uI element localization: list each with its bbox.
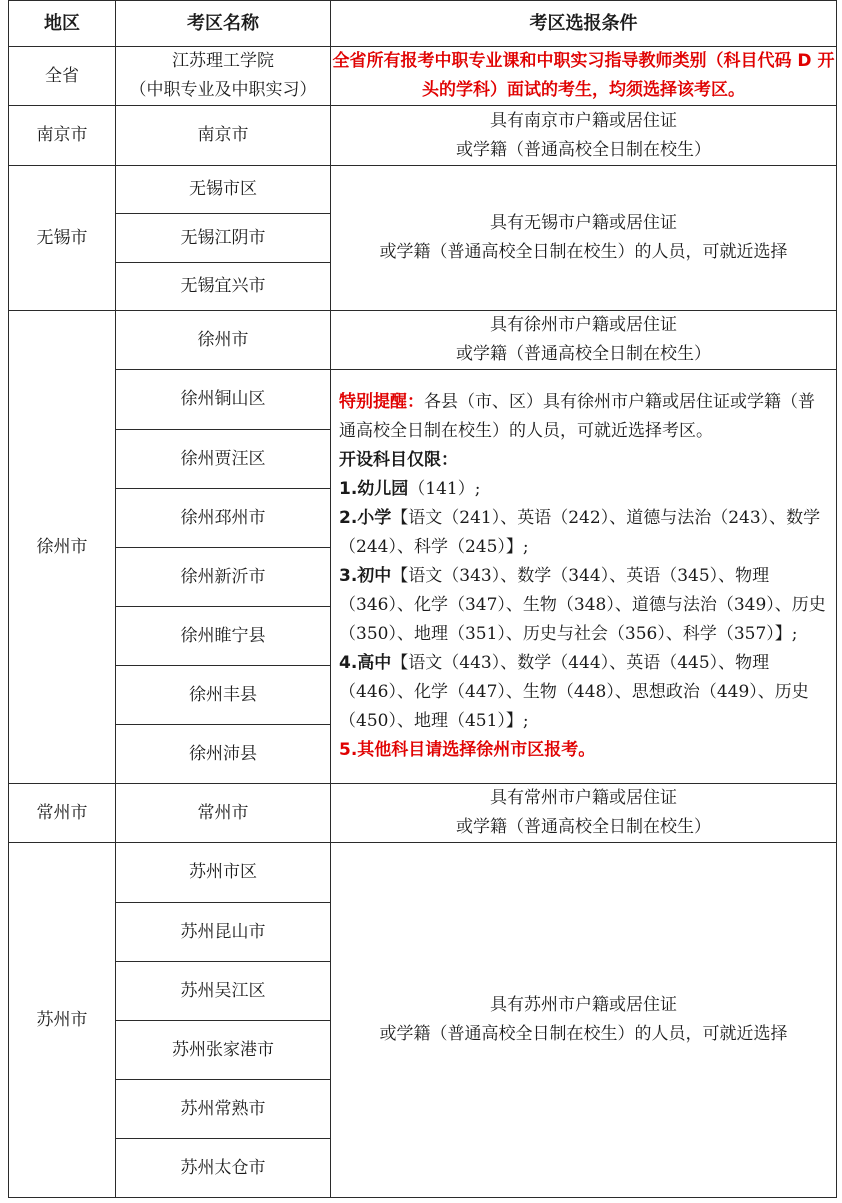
site-cell: 徐州睢宁县 [116,607,331,666]
region-cell: 苏州市 [9,843,116,1198]
site-cell [116,47,331,106]
notice-item-4 [339,649,830,736]
region-cell: 全省 [9,47,116,106]
notice-item-text: 【语文（443）、数学（444）、英语（445）、物理（446）、化学（447）、生物（448）、思想政治（449）、历史（450）、地理（451）】; [339,653,809,731]
site-cell: 苏州市区 [116,843,331,903]
condition-cell [331,106,837,166]
site-cell: 苏州昆山市 [116,903,331,962]
condition-line1: 具有苏州市户籍或居住证 [490,995,677,1015]
notice-item-label: 3.初中 [339,566,392,586]
site-cell: 常州市 [116,784,331,843]
condition-cell [331,166,837,311]
site-name-line2: （中职专业及中职实习） [129,80,317,100]
condition-line1: 具有常州市户籍或居住证 [490,788,677,808]
condition-cell-province: 全省所有报考中职专业课和中职实习指导教师类别（科目代码 D 开头的学科）面试的考生，均须选择该考区。 [331,47,837,106]
notice-item-1 [339,475,830,504]
site-name-line1: 江苏理工学院 [172,51,274,71]
region-cell: 南京市 [9,106,116,166]
site-cell: 徐州新沂市 [116,548,331,607]
condition-cell [331,843,837,1198]
condition-line2: 或学籍（普通高校全日制在校生） [456,344,711,364]
condition-line2: 或学籍（普通高校全日制在校生） [456,139,711,160]
notice-item-2 [339,504,830,562]
notice-item-3 [339,562,830,649]
notice-item-label: 1.幼儿园 [339,479,409,499]
table-header-row [9,1,837,47]
site-cell: 无锡江阴市 [116,214,331,263]
site-cell: 苏州吴江区 [116,962,331,1021]
condition-cell [331,784,837,843]
condition-line1: 具有无锡市户籍或居住证 [490,213,677,233]
condition-cell [331,311,837,370]
exam-site-table [8,0,837,1198]
site-cell: 徐州邳州市 [116,489,331,548]
site-cell: 徐州铜山区 [116,370,331,430]
notice-subjects-label: 开设科目仅限： [339,450,458,470]
table-row-xuzhou-county [9,370,837,430]
site-cell: 苏州常熟市 [116,1080,331,1139]
table-row-suzhou-1 [9,843,837,903]
region-cell: 常州市 [9,784,116,843]
site-cell: 徐州贾汪区 [116,430,331,489]
site-cell: 徐州沛县 [116,725,331,784]
site-cell: 无锡市区 [116,166,331,214]
header-condition: 考区选报条件 [331,1,837,47]
site-cell: 徐州市 [116,311,331,370]
notice-reminder [339,388,830,446]
table-row-province [9,47,837,106]
site-cell: 无锡宜兴市 [116,263,331,311]
condition-line1: 具有南京市户籍或居住证 [490,110,677,131]
site-cell: 南京市 [116,106,331,166]
condition-line2: 或学籍（普通高校全日制在校生）的人员，可就近选择 [379,1024,788,1044]
region-cell: 徐州市 [9,311,116,784]
xuzhou-notice-cell [331,370,837,784]
table-row-wuxi-1 [9,166,837,214]
table-row-nanjing [9,106,837,166]
header-region: 地区 [9,1,116,47]
table-row-xuzhou-main [9,311,837,370]
condition-line2: 或学籍（普通高校全日制在校生）的人员，可就近选择 [379,242,788,262]
site-cell: 苏州太仓市 [116,1139,331,1198]
header-site-name: 考区名称 [116,1,331,47]
notice-item-text: （141）; [408,479,481,499]
notice-item-label: 2.小学 [339,508,392,528]
notice-reminder-text: 各县（市、区）具有徐州市户籍或居住证或学籍（普通高校全日制在校生）的人员，可就近选择考区。 [339,392,815,441]
table-row-changzhou [9,784,837,843]
notice-item-label: 4.高中 [339,653,392,673]
site-cell: 苏州张家港市 [116,1021,331,1080]
condition-line1: 具有徐州市户籍或居住证 [490,315,677,335]
notice-item-5: 5.其他科目请选择徐州市区报考。 [339,740,596,760]
condition-line2: 或学籍（普通高校全日制在校生） [456,817,711,837]
notice-item-text: 【语文（343）、数学（344）、英语（345）、物理（346）、化学（347）、生物（348）、道德与法治（349）、历史（350）、地理（351）、历史与社会（356）、科学（357）】; [339,566,826,644]
notice-reminder-label: 特别提醒： [339,392,424,412]
region-cell: 无锡市 [9,166,116,311]
notice-item-text: 【语文（241）、英语（242）、道德与法治（243）、数学（244）、科学（245）】; [339,508,821,557]
site-cell: 徐州丰县 [116,666,331,725]
